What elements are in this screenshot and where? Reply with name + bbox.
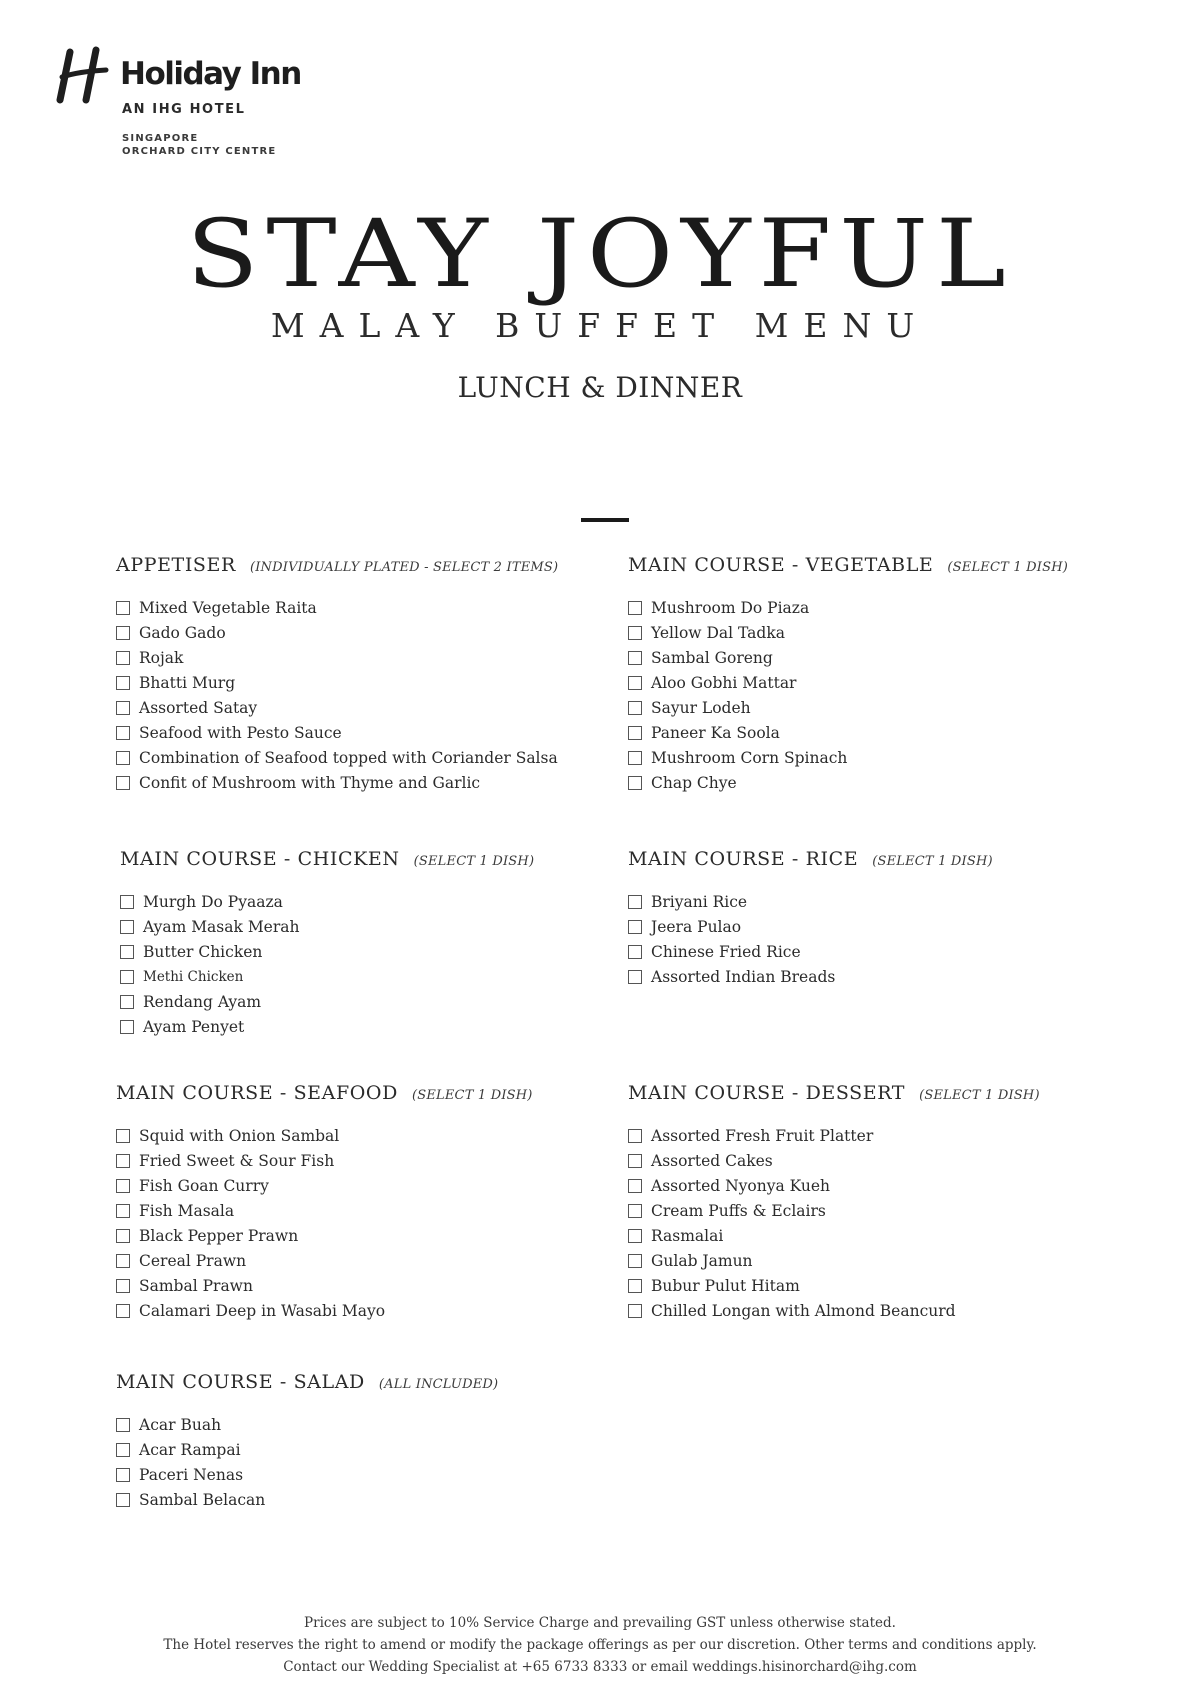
menu-item-label: Paceri Nenas — [139, 1465, 244, 1484]
menu-item-label: Rendang Ayam — [143, 992, 262, 1011]
menu-item-label: Mushroom Do Piaza — [651, 598, 810, 617]
menu-item-label: Chinese Fried Rice — [651, 942, 801, 961]
menu-item-checkbox[interactable] — [116, 601, 130, 615]
menu-item — [628, 670, 1068, 695]
menu-item — [628, 1273, 1040, 1298]
menu-item-label: Sambal Prawn — [139, 1276, 253, 1295]
menu-item-checkbox[interactable] — [628, 1204, 642, 1218]
menu-item-checkbox[interactable] — [116, 1468, 130, 1482]
menu-item-label: Ayam Masak Merah — [143, 917, 300, 936]
section-heading — [120, 848, 534, 874]
section-heading — [628, 1082, 1040, 1108]
menu-item — [116, 1173, 533, 1198]
menu-item-checkbox[interactable] — [116, 1254, 130, 1268]
menu-item-label: Fried Sweet & Sour Fish — [139, 1151, 335, 1170]
menu-item-checkbox[interactable] — [628, 601, 642, 615]
menu-item — [120, 914, 534, 939]
menu-item — [116, 720, 558, 745]
menu-item-label: Assorted Satay — [139, 698, 258, 717]
menu-item — [628, 1123, 1040, 1148]
menu-item-checkbox[interactable] — [628, 626, 642, 640]
menu-item-label: Murgh Do Pyaaza — [143, 892, 283, 911]
menu-item-checkbox[interactable] — [116, 1129, 130, 1143]
menu-item-label: Bhatti Murg — [139, 673, 236, 692]
menu-item — [116, 645, 558, 670]
menu-item — [116, 1123, 533, 1148]
menu-item-checkbox[interactable] — [116, 651, 130, 665]
menu-item — [116, 1248, 533, 1273]
menu-item-checkbox[interactable] — [628, 895, 642, 909]
section-chicken — [120, 848, 534, 1039]
section-rice — [628, 848, 993, 989]
menu-item — [628, 620, 1068, 645]
menu-item-label: Acar Buah — [139, 1415, 222, 1434]
menu-item-label: Combination of Seafood topped with Coriander Salsa — [139, 748, 558, 767]
logo-location — [122, 132, 276, 158]
menu-item-checkbox[interactable] — [120, 945, 134, 959]
page-subtitle: MALAY BUFFET MENU — [270, 306, 930, 345]
menu-item — [628, 1148, 1040, 1173]
menu-item-checkbox[interactable] — [116, 1229, 130, 1243]
menu-item — [116, 1487, 498, 1512]
menu-item — [628, 645, 1068, 670]
menu-item-label: Paneer Ka Soola — [651, 723, 780, 742]
menu-item — [116, 670, 558, 695]
menu-item-checkbox[interactable] — [116, 1418, 130, 1432]
menu-item-label: Calamari Deep in Wasabi Mayo — [139, 1301, 386, 1320]
menu-item — [116, 1198, 533, 1223]
menu-item — [116, 1412, 498, 1437]
section-instruction: (INDIVIDUALLY PLATED - SELECT 2 ITEMS) — [249, 560, 559, 575]
menu-item-checkbox[interactable] — [628, 970, 642, 984]
menu-item-list — [116, 1123, 533, 1323]
menu-item — [120, 989, 534, 1014]
menu-item-checkbox[interactable] — [628, 1254, 642, 1268]
menu-item-label: Chilled Longan with Almond Beancurd — [651, 1301, 956, 1320]
logo-location-city: SINGAPORE — [122, 133, 199, 144]
menu-item-checkbox[interactable] — [120, 920, 134, 934]
menu-item-checkbox[interactable] — [116, 1493, 130, 1507]
menu-item — [116, 1273, 533, 1298]
menu-item-checkbox[interactable] — [116, 751, 130, 765]
menu-item-checkbox[interactable] — [628, 920, 642, 934]
menu-item-checkbox[interactable] — [628, 726, 642, 740]
menu-item-label: Fish Goan Curry — [139, 1176, 269, 1195]
meal-label: LUNCH & DINNER — [457, 371, 743, 404]
menu-item-label: Briyani Rice — [651, 892, 748, 911]
page-title: STAY JOYFUL — [186, 200, 1014, 309]
menu-item-checkbox[interactable] — [120, 970, 134, 984]
footer-terms-note: The Hotel reserves the right to amend or modify the package offerings as per our discretion. Other terms and conditions apply. — [163, 1637, 1037, 1653]
menu-item-checkbox[interactable] — [628, 945, 642, 959]
menu-item — [116, 1148, 533, 1173]
menu-item-label: Assorted Nyonya Kueh — [651, 1176, 831, 1195]
section-instruction: (ALL INCLUDED) — [378, 1377, 499, 1392]
menu-item — [120, 889, 534, 914]
section-title: MAIN COURSE - RICE — [628, 848, 859, 870]
menu-item-label: Rojak — [139, 648, 184, 667]
menu-item-label: Mixed Vegetable Raita — [139, 598, 317, 617]
menu-item — [628, 695, 1068, 720]
menu-item-list — [116, 1412, 498, 1512]
menu-item-checkbox[interactable] — [628, 701, 642, 715]
menu-item-label: Squid with Onion Sambal — [139, 1126, 340, 1145]
section-instruction: (SELECT 1 DISH) — [947, 560, 1069, 575]
menu-item — [628, 745, 1068, 770]
menu-item — [116, 745, 558, 770]
menu-item — [116, 620, 558, 645]
menu-item — [628, 1173, 1040, 1198]
menu-item-label: Bubur Pulut Hitam — [651, 1276, 800, 1295]
menu-item — [116, 595, 558, 620]
menu-item-label: Methi Chicken — [143, 968, 244, 985]
menu-item-checkbox[interactable] — [116, 776, 130, 790]
menu-item-label: Cereal Prawn — [139, 1251, 247, 1270]
section-title: APPETISER — [116, 554, 236, 576]
section-instruction: (SELECT 1 DISH) — [411, 1088, 533, 1103]
menu-item-label: Confit of Mushroom with Thyme and Garlic — [139, 773, 481, 792]
section-heading — [628, 848, 993, 874]
section-dessert — [628, 1082, 1040, 1323]
menu-item-label: Black Pepper Prawn — [139, 1226, 299, 1245]
section-title: MAIN COURSE - SEAFOOD — [116, 1082, 398, 1104]
menu-item-label: Fish Masala — [139, 1201, 235, 1220]
menu-item-label: Jeera Pulao — [651, 917, 742, 936]
menu-item-label: Sambal Belacan — [139, 1490, 266, 1509]
menu-item — [116, 695, 558, 720]
menu-item-label: Assorted Indian Breads — [651, 967, 836, 986]
menu-item-checkbox[interactable] — [628, 1279, 642, 1293]
menu-item — [120, 939, 534, 964]
menu-item — [628, 889, 993, 914]
section-title: MAIN COURSE - DESSERT — [628, 1082, 906, 1104]
logo-location-area: ORCHARD CITY CENTRE — [122, 146, 277, 157]
menu-item — [628, 1198, 1040, 1223]
menu-item-label: Assorted Fresh Fruit Platter — [651, 1126, 874, 1145]
section-title: MAIN COURSE - VEGETABLE — [628, 554, 934, 576]
menu-item — [116, 1462, 498, 1487]
menu-item-checkbox[interactable] — [628, 1154, 642, 1168]
menu-item-label: Sayur Lodeh — [651, 698, 751, 717]
section-salad — [116, 1371, 498, 1512]
section-vegetable — [628, 554, 1068, 795]
section-title: MAIN COURSE - CHICKEN — [120, 848, 400, 870]
menu-item-label: Assorted Cakes — [651, 1151, 773, 1170]
section-instruction: (SELECT 1 DISH) — [872, 854, 993, 869]
menu-item-label: Ayam Penyet — [143, 1017, 245, 1036]
footer-pricing-note: Prices are subject to 10% Service Charge and prevailing GST unless otherwise stated. — [304, 1615, 896, 1631]
menu-item-label: Sambal Goreng — [651, 648, 773, 667]
menu-item-list — [628, 1123, 1040, 1323]
menu-item-checkbox[interactable] — [116, 676, 130, 690]
menu-item-label: Gado Gado — [139, 623, 226, 642]
menu-item — [628, 914, 993, 939]
logo-tagline: AN IHG HOTEL — [122, 102, 246, 117]
menu-item-label: Acar Rampai — [139, 1440, 241, 1459]
menu-item — [628, 720, 1068, 745]
section-heading — [116, 1371, 498, 1397]
menu-item — [116, 1437, 498, 1462]
footer — [0, 1612, 1200, 1678]
menu-item-checkbox[interactable] — [116, 701, 130, 715]
menu-item-label: Cream Puffs & Eclairs — [651, 1201, 826, 1220]
menu-item-checkbox[interactable] — [116, 626, 130, 640]
menu-item-checkbox[interactable] — [628, 776, 642, 790]
menu-item-label: Aloo Gobhi Mattar — [651, 673, 797, 692]
menu-item — [628, 964, 993, 989]
menu-item — [120, 964, 534, 989]
menu-item — [628, 595, 1068, 620]
menu-item-checkbox[interactable] — [116, 1154, 130, 1168]
section-heading — [628, 554, 1068, 580]
menu-item-checkbox[interactable] — [628, 1304, 642, 1318]
menu-item-checkbox[interactable] — [628, 751, 642, 765]
section-heading — [116, 1082, 533, 1108]
menu-item-label: Mushroom Corn Spinach — [651, 748, 848, 767]
menu-item-label: Chap Chye — [651, 773, 737, 792]
menu-item-checkbox[interactable] — [116, 1179, 130, 1193]
menu-item-checkbox[interactable] — [120, 895, 134, 909]
menu-item-list — [116, 595, 558, 795]
menu-item-checkbox[interactable] — [120, 995, 134, 1009]
menu-item — [628, 1248, 1040, 1273]
menu-item-checkbox[interactable] — [628, 1179, 642, 1193]
menu-item-checkbox[interactable] — [116, 1304, 130, 1318]
menu-item — [116, 1223, 533, 1248]
menu-item-checkbox[interactable] — [628, 1229, 642, 1243]
menu-item-checkbox[interactable] — [120, 1020, 134, 1034]
menu-item — [628, 1298, 1040, 1323]
section-instruction: (SELECT 1 DISH) — [919, 1088, 1040, 1103]
section-seafood — [116, 1082, 533, 1323]
menu-item-checkbox[interactable] — [116, 1204, 130, 1218]
section-instruction: (SELECT 1 DISH) — [413, 854, 535, 869]
menu-item-label: Butter Chicken — [143, 942, 263, 961]
menu-item — [120, 1014, 534, 1039]
menu-item-checkbox[interactable] — [628, 651, 642, 665]
menu-item-label: Rasmalai — [651, 1226, 724, 1245]
menu-item-label: Gulab Jamun — [651, 1251, 753, 1270]
section-title: MAIN COURSE - SALAD — [116, 1371, 365, 1393]
menu-item-label: Yellow Dal Tadka — [651, 623, 785, 642]
menu-item-list — [120, 889, 534, 1039]
logo-brand-name: Holiday Inn — [120, 56, 301, 92]
menu-item-checkbox[interactable] — [628, 676, 642, 690]
menu-item — [116, 770, 558, 795]
menu-item — [116, 1298, 533, 1323]
menu-item — [628, 939, 993, 964]
title-divider — [581, 518, 629, 522]
menu-item — [628, 1223, 1040, 1248]
footer-contact: Contact our Wedding Specialist at +65 6733 8333 or email weddings.hisinorchard@ihg.com — [283, 1659, 917, 1675]
menu-item-checkbox[interactable] — [116, 726, 130, 740]
menu-item-label: Seafood with Pesto Sauce — [139, 723, 342, 742]
section-heading — [116, 554, 558, 580]
menu-item-list — [628, 595, 1068, 795]
holiday-inn-h-logo-icon — [56, 46, 112, 104]
menu-item — [628, 770, 1068, 795]
section-appetiser — [116, 554, 558, 795]
menu-item-checkbox[interactable] — [116, 1443, 130, 1457]
menu-item-list — [628, 889, 993, 989]
menu-item-checkbox[interactable] — [628, 1129, 642, 1143]
menu-item-checkbox[interactable] — [116, 1279, 130, 1293]
